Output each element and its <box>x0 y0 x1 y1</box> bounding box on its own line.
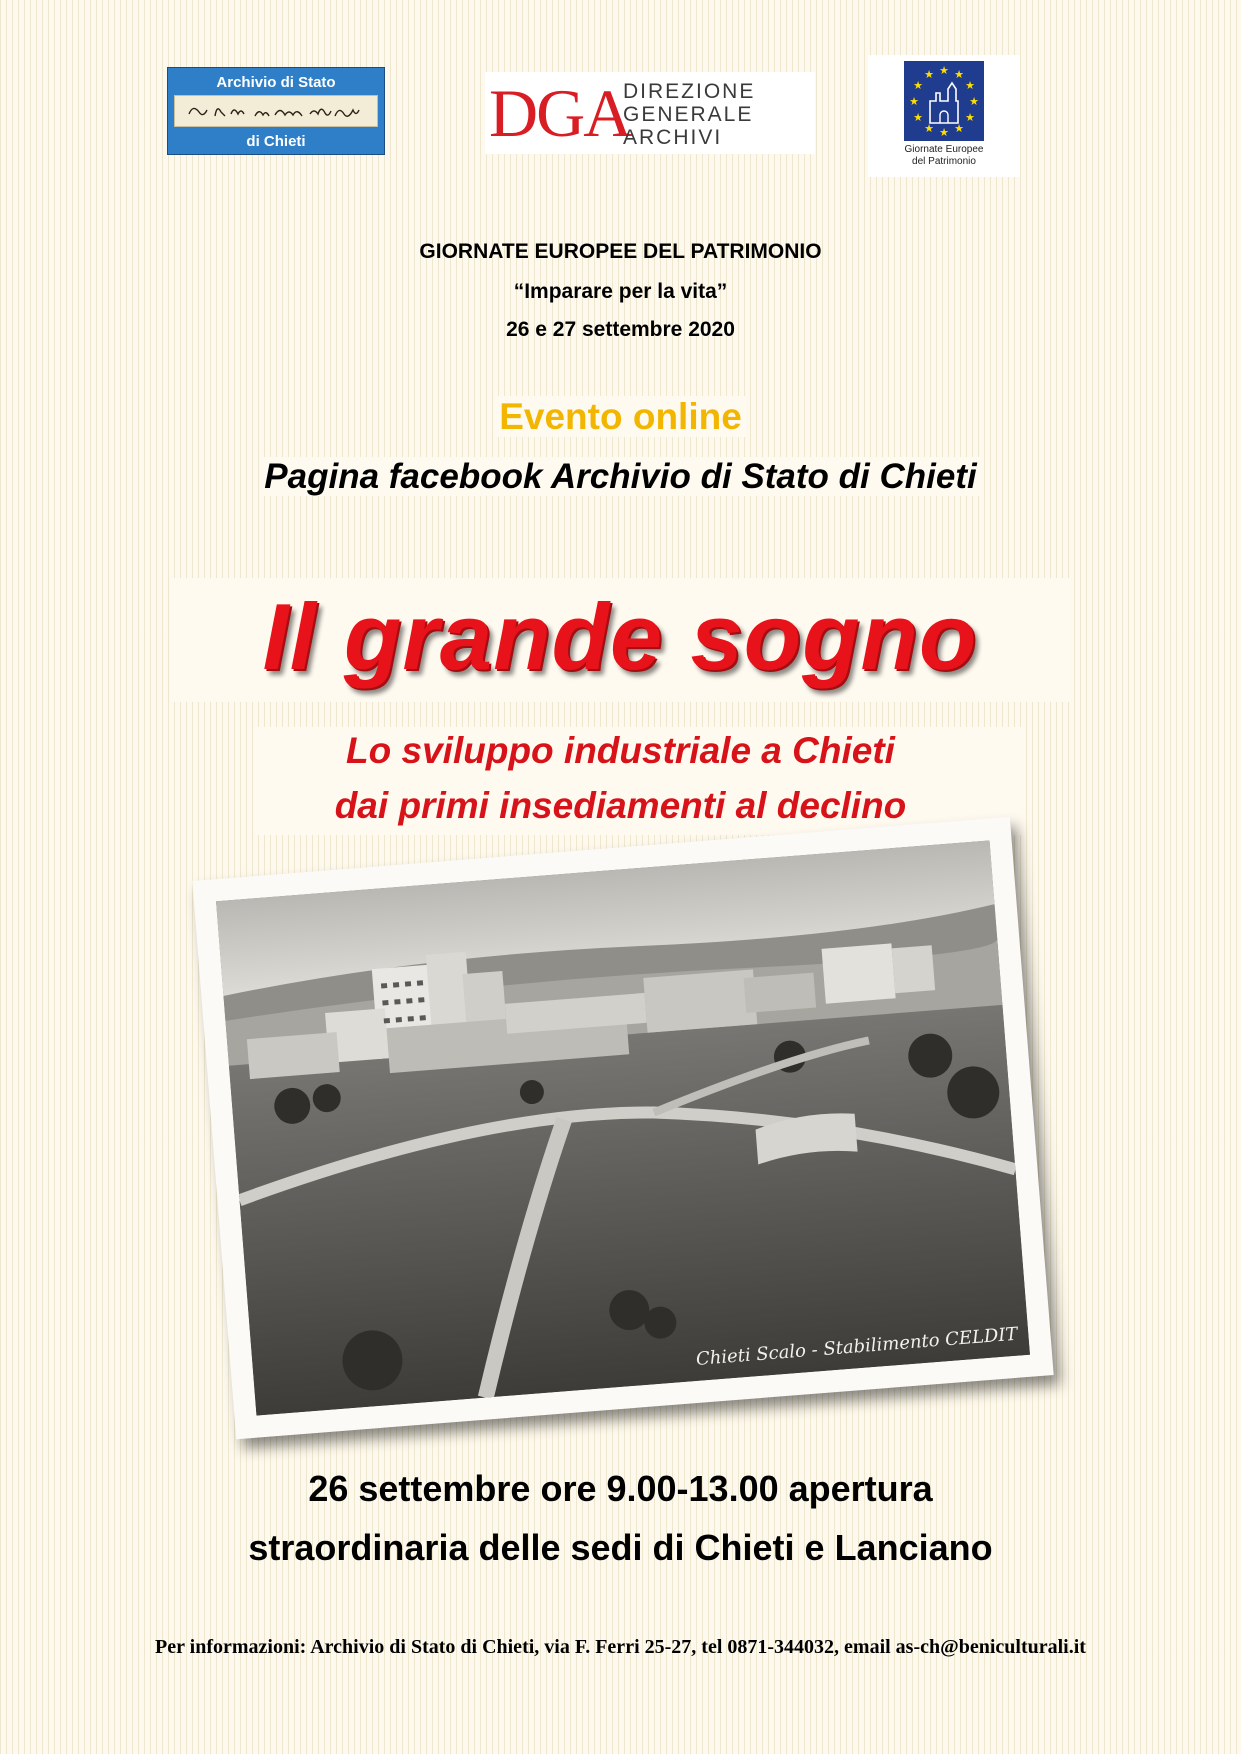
giornate-europee-logo <box>868 55 1020 177</box>
subtitle-line-1: Lo sviluppo industriale a Chieti <box>346 730 895 771</box>
svg-text:★: ★ <box>954 68 964 81</box>
facebook-page-line: Pagina facebook Archivio di Stato di Chieti <box>260 457 980 496</box>
archivio-chieti-logo <box>167 67 385 155</box>
dga-word-2: GENERALE <box>623 103 754 126</box>
event-dates: 26 e 27 settembre 2020 <box>506 318 735 341</box>
dga-word-3: ARCHIVI <box>623 126 723 149</box>
event-series-title: GIORNATE EUROPEE DEL PATRIMONIO <box>419 240 822 263</box>
dga-logo <box>485 72 815 154</box>
svg-text:★: ★ <box>939 64 949 77</box>
svg-text:★: ★ <box>939 126 949 139</box>
archivio-logo-line1: Archivio di Stato <box>216 74 336 91</box>
eu-stars-flag-icon <box>904 61 984 141</box>
svg-text:★: ★ <box>924 68 934 81</box>
facebook-page-line-wrap <box>0 457 1241 497</box>
svg-text:★: ★ <box>954 122 964 135</box>
vintage-postcard-photo <box>192 817 1053 1440</box>
svg-text:★: ★ <box>924 122 934 135</box>
online-event-label-wrap <box>0 396 1241 438</box>
online-event-label: Evento online <box>495 396 746 437</box>
event-motto: “Imparare per la vita” <box>513 280 728 303</box>
dga-words <box>623 80 755 149</box>
gep-caption-line1: Giornate Europee <box>904 144 984 155</box>
photo-caption: Chieti Scalo - Stabilimento CELDIT <box>695 1323 1019 1370</box>
svg-text:★: ★ <box>913 79 923 92</box>
svg-text:★: ★ <box>909 95 919 108</box>
dga-acronym: DGA <box>489 75 631 151</box>
svg-text:★: ★ <box>969 95 979 108</box>
svg-text:★: ★ <box>965 111 975 124</box>
svg-text:★: ★ <box>913 111 923 124</box>
svg-text:★: ★ <box>965 79 975 92</box>
gep-caption <box>868 144 1020 168</box>
main-title: Il grande sogno <box>262 584 978 689</box>
opening-hours-line-2: straordinaria delle sedi di Chieti e Lanciano <box>248 1527 993 1568</box>
gep-caption-line2: del Patrimonio <box>912 156 976 167</box>
industrial-landscape-image <box>216 840 1030 1415</box>
subtitle-line-2: dai primi insediamenti al declino <box>334 785 907 826</box>
contact-info-footer: Per informazioni: Archivio di Stato di Chieti, via F. Ferri 25-27, tel 0871-344032, email as-ch@beniculturali.it <box>155 1636 1086 1658</box>
handwriting-strip-image <box>174 95 378 127</box>
archivio-logo-line2: di Chieti <box>246 133 306 150</box>
dga-word-1: DIREZIONE <box>623 80 756 103</box>
opening-hours-line-1: 26 settembre ore 9.00-13.00 apertura <box>308 1468 933 1509</box>
